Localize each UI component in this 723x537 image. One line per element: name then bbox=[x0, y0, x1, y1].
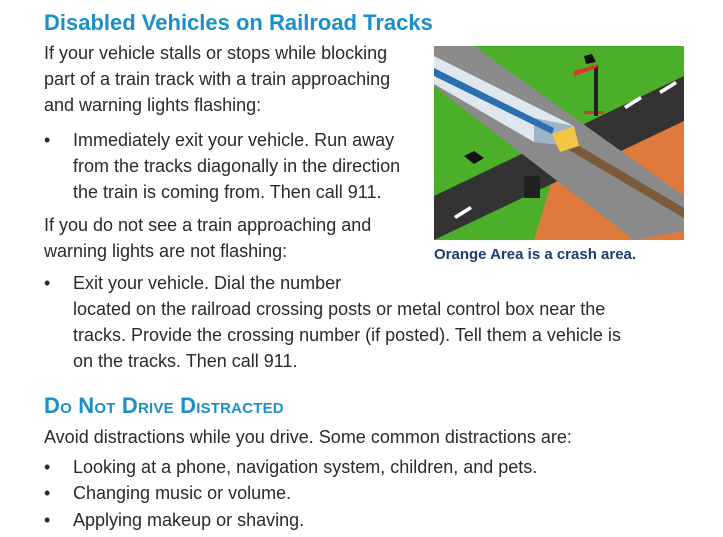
figure-caption: Orange Area is a crash area. bbox=[434, 246, 637, 263]
text-line: on the tracks. Then call 911. bbox=[73, 351, 298, 371]
text-line: the train is coming from. Then call 911. bbox=[73, 182, 382, 202]
text-line: warning lights are not flashing: bbox=[44, 241, 288, 261]
intro-paragraph bbox=[44, 40, 390, 118]
bullet-dot: • bbox=[44, 483, 51, 503]
text-line: If your vehicle stalls or stops while blocking bbox=[44, 43, 388, 63]
bullet-dot: • bbox=[44, 510, 51, 530]
text-line: from the tracks diagonally in the direction bbox=[73, 156, 401, 176]
text-line: Avoid distractions while you drive. Some common distractions are: bbox=[44, 427, 572, 447]
intro2-paragraph bbox=[44, 212, 371, 264]
text-line: Exit your vehicle. Dial the number bbox=[73, 273, 342, 293]
section-title-disabled-vehicles: Disabled Vehicles on Railroad Tracks bbox=[44, 10, 433, 35]
text-line: If you do not see a train approaching and bbox=[44, 215, 372, 235]
bullet-text: Applying makeup or shaving. bbox=[73, 510, 305, 530]
railroad-crossing-illustration bbox=[434, 46, 684, 240]
text-line: part of a train track with a train approaching bbox=[44, 69, 391, 89]
crossing-svg bbox=[434, 46, 684, 240]
bullet-dot: • bbox=[44, 457, 51, 477]
text-line: tracks. Provide the crossing number (if posted). Tell them a vehicle is bbox=[73, 325, 621, 345]
crossing-signal bbox=[524, 176, 540, 198]
distraction-intro bbox=[44, 424, 572, 450]
bullet-text: Looking at a phone, navigation system, children, and pets. bbox=[73, 457, 538, 477]
signal-post bbox=[594, 66, 598, 116]
text-line: Immediately exit your vehicle. Run away bbox=[73, 130, 395, 150]
section-title-distracted: Do Not Drive Distracted bbox=[44, 393, 284, 418]
text-line: located on the railroad crossing posts or metal control box near the bbox=[73, 299, 606, 319]
bullet-dot: • bbox=[44, 273, 51, 293]
bullet-text: Changing music or volume. bbox=[73, 483, 292, 503]
bullet-text bbox=[73, 270, 621, 374]
bullet-text bbox=[73, 127, 400, 205]
text-line: and warning lights flashing: bbox=[44, 95, 262, 115]
bullet-dot: • bbox=[44, 130, 51, 150]
